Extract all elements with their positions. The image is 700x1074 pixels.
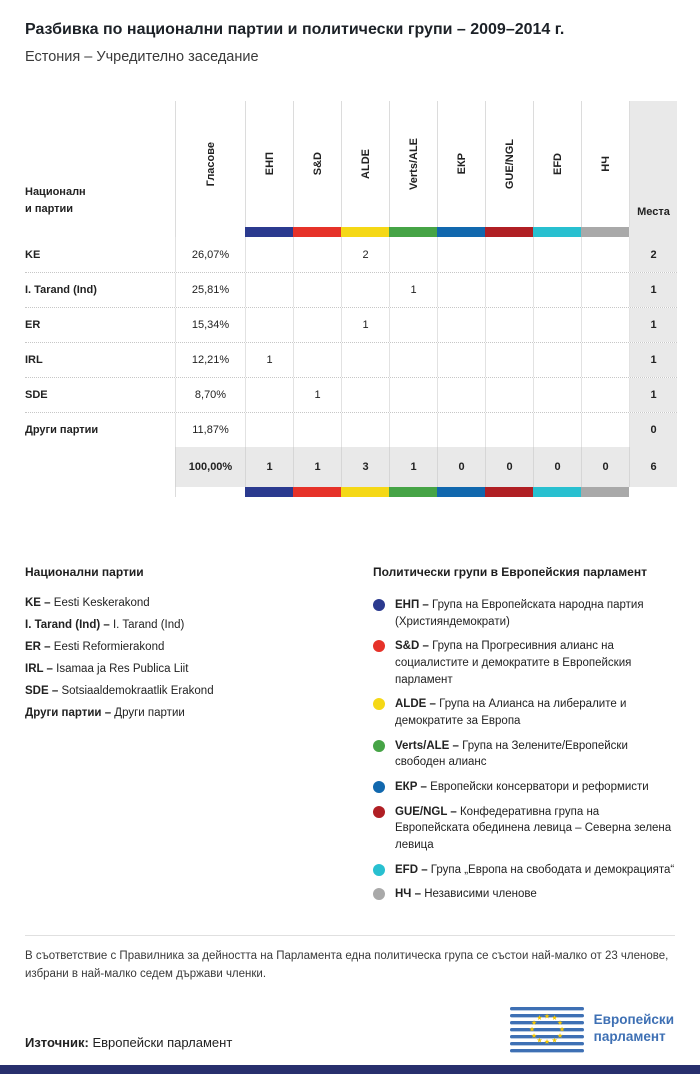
group-seats-cell bbox=[485, 308, 533, 342]
votes-cell: 8,70% bbox=[175, 378, 245, 412]
legend-parties-title: Национални партии bbox=[25, 565, 144, 579]
bar-spacer bbox=[25, 227, 175, 237]
group-color-dot bbox=[373, 698, 385, 710]
legend-group-item: ЕНП – Група на Европейската народна партия (Християндемократи) bbox=[373, 597, 675, 630]
table-row bbox=[25, 377, 677, 412]
group-color-dot bbox=[373, 599, 385, 611]
party-name-cell: I. Tarand (Ind) bbox=[25, 284, 97, 296]
group-seats-cell bbox=[437, 308, 485, 342]
group-seats-cell bbox=[293, 413, 341, 447]
group-column-header-enp: ЕНП bbox=[245, 101, 293, 227]
group-seats-cell bbox=[581, 308, 629, 342]
legend-group-item: Verts/ALE – Група на Зелените/Европейски свободен алианс bbox=[373, 738, 675, 771]
ep-logo-text: Европейски парламент bbox=[593, 1012, 674, 1044]
group-seats-cell bbox=[533, 308, 581, 342]
group-color-bar bbox=[245, 227, 293, 237]
legend-party-item: IRL – Isamaa ja Res Publica Liit bbox=[25, 663, 189, 675]
group-column-header-guengl: GUE/NGL bbox=[485, 101, 533, 227]
svg-text:★: ★ bbox=[556, 1019, 563, 1027]
total-seats-cell: 6 bbox=[629, 447, 677, 487]
group-seats-cell bbox=[389, 237, 437, 272]
group-color-bar bbox=[341, 227, 389, 237]
legend-group-item: ALDE – Група на Алианса на либералите и демократите за Европа bbox=[373, 696, 675, 729]
svg-text:★: ★ bbox=[556, 1032, 563, 1040]
results-table bbox=[25, 101, 677, 497]
group-column-header-efd: EFD bbox=[533, 101, 581, 227]
seats-cell: 1 bbox=[629, 308, 677, 342]
votes-cell: 15,34% bbox=[175, 308, 245, 342]
group-seats-cell bbox=[533, 237, 581, 272]
seats-column-fill bbox=[629, 227, 677, 237]
group-seats-cell bbox=[245, 378, 293, 412]
group-seats-cell bbox=[245, 237, 293, 272]
group-seats-cell bbox=[437, 413, 485, 447]
group-color-bar bbox=[533, 227, 581, 237]
table-row bbox=[25, 307, 677, 342]
group-seats-cell bbox=[389, 378, 437, 412]
votes-cell: 12,21% bbox=[175, 343, 245, 377]
votes-column-header: Гласове bbox=[175, 101, 245, 227]
group-seats-cell bbox=[581, 378, 629, 412]
group-color-bar bbox=[485, 487, 533, 497]
group-color-dot bbox=[373, 640, 385, 652]
group-seats-cell bbox=[581, 343, 629, 377]
group-seats-cell bbox=[341, 343, 389, 377]
group-column-header-nch: НЧ bbox=[581, 101, 629, 227]
group-seats-cell bbox=[341, 413, 389, 447]
svg-text:★: ★ bbox=[543, 1012, 550, 1021]
seats-cell: 1 bbox=[629, 273, 677, 307]
bar-spacer bbox=[175, 487, 245, 497]
group-seats-cell bbox=[245, 308, 293, 342]
group-seats-cell bbox=[245, 273, 293, 307]
page-title: Разбивка по национални партии и политически групи – 2009–2014 г. bbox=[25, 21, 565, 38]
group-color-bar bbox=[533, 487, 581, 497]
svg-text:★: ★ bbox=[543, 1038, 550, 1046]
group-seats-cell bbox=[485, 378, 533, 412]
total-group-cell: 0 bbox=[533, 447, 581, 487]
group-color-bar bbox=[485, 227, 533, 237]
group-seats-cell: 1 bbox=[389, 273, 437, 307]
table-row bbox=[25, 272, 677, 307]
group-color-bar bbox=[437, 227, 485, 237]
bar-spacer bbox=[25, 487, 175, 497]
group-seats-cell bbox=[293, 343, 341, 377]
legend-party-item: KE – Eesti Keskerakond bbox=[25, 597, 150, 609]
group-seats-cell bbox=[533, 378, 581, 412]
table-row bbox=[25, 342, 677, 377]
group-seats-cell bbox=[485, 343, 533, 377]
group-color-bar bbox=[245, 487, 293, 497]
group-seats-cell bbox=[437, 343, 485, 377]
group-color-bar bbox=[389, 227, 437, 237]
page-subtitle: Естония – Учредително заседание bbox=[25, 49, 259, 65]
legend-party-item: ER – Eesti Reformierakond bbox=[25, 641, 165, 653]
group-color-bar bbox=[389, 487, 437, 497]
legend-group-item: GUE/NGL – Конфедеративна група на Европейската обединена левица – Северна зелена левица bbox=[373, 804, 675, 854]
group-color-dot bbox=[373, 740, 385, 752]
total-group-cell: 0 bbox=[485, 447, 533, 487]
group-seats-cell bbox=[485, 237, 533, 272]
corner-label: Национални партии bbox=[25, 185, 86, 215]
votes-cell: 11,87% bbox=[175, 413, 245, 447]
group-color-bar bbox=[293, 487, 341, 497]
group-seats-cell bbox=[293, 308, 341, 342]
legend-group-item: EFD – Група „Европа на свободата и демокрацията“ bbox=[373, 862, 675, 879]
seats-cell: 1 bbox=[629, 343, 677, 377]
svg-text:★: ★ bbox=[536, 1014, 543, 1023]
group-seats-cell bbox=[581, 237, 629, 272]
group-seats-cell bbox=[437, 378, 485, 412]
group-seats-cell bbox=[437, 237, 485, 272]
svg-text:★: ★ bbox=[551, 1036, 558, 1045]
total-group-cell: 1 bbox=[389, 447, 437, 487]
group-seats-cell bbox=[341, 378, 389, 412]
group-seats-cell: 2 bbox=[341, 237, 389, 272]
legend-party-item: Други партии – Други партии bbox=[25, 707, 185, 719]
group-seats-cell bbox=[293, 273, 341, 307]
seats-column-header: Места bbox=[629, 101, 677, 227]
group-color-bar bbox=[293, 227, 341, 237]
source-line bbox=[25, 1035, 232, 1054]
bar-spacer bbox=[175, 227, 245, 237]
legend bbox=[25, 565, 675, 911]
group-column-header-alde: ALDE bbox=[341, 101, 389, 227]
bottom-row bbox=[25, 1004, 674, 1054]
total-empty-cell bbox=[25, 447, 175, 487]
seats-cell: 0 bbox=[629, 413, 677, 447]
group-seats-cell bbox=[389, 343, 437, 377]
group-color-bar bbox=[581, 487, 629, 497]
legend-group-item: ЕКР – Европейски консерватори и реформисти bbox=[373, 779, 675, 796]
votes-cell: 26,07% bbox=[175, 237, 245, 272]
total-group-cell: 0 bbox=[581, 447, 629, 487]
group-seats-cell: 1 bbox=[245, 343, 293, 377]
group-seats-cell bbox=[533, 343, 581, 377]
corner-cell bbox=[25, 101, 175, 227]
group-color-bar-bottom bbox=[25, 487, 677, 497]
group-seats-cell bbox=[437, 273, 485, 307]
table-total-row bbox=[25, 447, 677, 487]
party-name-cell: ER bbox=[25, 319, 41, 331]
document-header bbox=[0, 0, 700, 65]
table-header-row bbox=[25, 101, 677, 227]
svg-text:★: ★ bbox=[528, 1025, 535, 1034]
group-column-header-sd: S&D bbox=[293, 101, 341, 227]
svg-text:★: ★ bbox=[536, 1036, 543, 1045]
total-group-cell: 3 bbox=[341, 447, 389, 487]
total-group-cell: 0 bbox=[437, 447, 485, 487]
total-group-cell: 1 bbox=[293, 447, 341, 487]
legend-groups-title: Политически групи в Европейския парламент bbox=[373, 565, 647, 579]
footer-bar bbox=[0, 1065, 700, 1074]
group-column-header-verts: Verts/ALE bbox=[389, 101, 437, 227]
group-seats-cell bbox=[245, 413, 293, 447]
group-seats-cell bbox=[389, 413, 437, 447]
party-name-cell: Други партии bbox=[25, 424, 99, 436]
legend-group-item: НЧ – Независими членове bbox=[373, 886, 675, 903]
source-text: Европейски парламент bbox=[92, 1035, 233, 1050]
legend-party-item: I. Tarand (Ind) – I. Tarand (Ind) bbox=[25, 619, 185, 631]
group-seats-cell bbox=[485, 273, 533, 307]
svg-text:★: ★ bbox=[530, 1019, 537, 1027]
group-color-bar bbox=[341, 487, 389, 497]
group-color-bar-top bbox=[25, 227, 677, 237]
legend-national-parties bbox=[25, 565, 373, 911]
group-seats-cell bbox=[533, 413, 581, 447]
group-seats-cell bbox=[533, 273, 581, 307]
group-seats-cell bbox=[581, 273, 629, 307]
group-column-header-ekr: ЕКР bbox=[437, 101, 485, 227]
group-color-dot bbox=[373, 888, 385, 900]
total-group-cell: 1 bbox=[245, 447, 293, 487]
seats-cell: 1 bbox=[629, 378, 677, 412]
table-row bbox=[25, 412, 677, 447]
legend-party-item: SDE – Sotsiaaldemokraatlik Erakond bbox=[25, 685, 214, 697]
ep-logo-mark bbox=[510, 1004, 584, 1054]
total-votes-cell: 100,00% bbox=[175, 447, 245, 487]
group-color-bar bbox=[437, 487, 485, 497]
group-color-dot bbox=[373, 781, 385, 793]
votes-cell: 25,81% bbox=[175, 273, 245, 307]
party-name-cell: IRL bbox=[25, 354, 43, 366]
ep-logo bbox=[510, 1004, 674, 1054]
legend-political-groups bbox=[373, 565, 675, 911]
group-seats-cell bbox=[581, 413, 629, 447]
seats-cell: 2 bbox=[629, 237, 677, 272]
group-seats-cell bbox=[389, 308, 437, 342]
group-seats-cell: 1 bbox=[341, 308, 389, 342]
group-color-dot bbox=[373, 806, 385, 818]
group-color-bar bbox=[581, 227, 629, 237]
party-name-cell: KE bbox=[25, 248, 41, 261]
footnote: В съответствие с Правилника за дейността на Парламента една политическа група се състои най-малко от 23 членове, избрани в най-малко седем държави членки. bbox=[25, 935, 675, 984]
svg-text:★: ★ bbox=[551, 1014, 558, 1023]
group-color-dot bbox=[373, 864, 385, 876]
legend-group-item: S&D – Група на Прогресивния алианс на социалистите и демократите в Европейския парламент bbox=[373, 638, 675, 688]
bar-spacer bbox=[629, 487, 677, 497]
svg-text:★: ★ bbox=[558, 1025, 565, 1034]
party-name-cell: SDE bbox=[25, 389, 48, 401]
group-seats-cell bbox=[293, 237, 341, 272]
source-label: Източник: bbox=[25, 1035, 89, 1050]
group-seats-cell bbox=[485, 413, 533, 447]
group-seats-cell bbox=[341, 273, 389, 307]
table-row bbox=[25, 237, 677, 272]
svg-text:★: ★ bbox=[530, 1032, 537, 1040]
group-seats-cell: 1 bbox=[293, 378, 341, 412]
